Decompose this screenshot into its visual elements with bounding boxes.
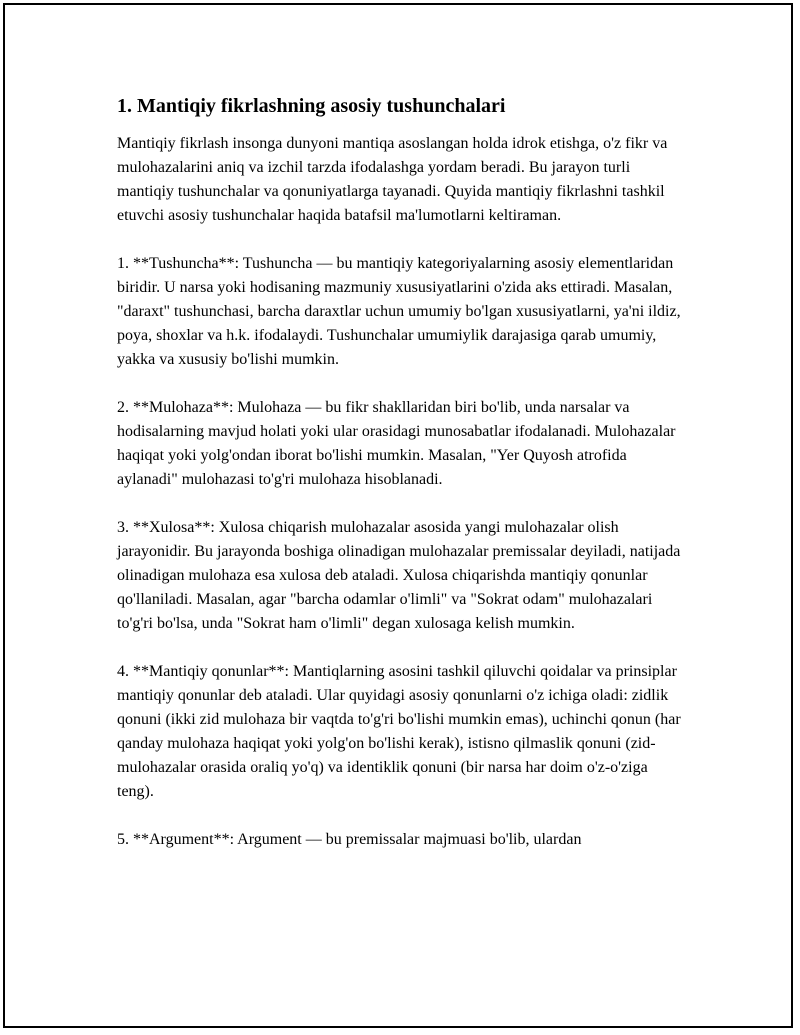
paragraph-tushuncha: 1. **Tushuncha**: Tushuncha — bu mantiqiy kategoriyalarning asosiy elementlaridan biridir. U narsa yoki hodisaning mazmuniy xususiyatlarini o'zida aks ettiradi. Masalan, "daraxt" tushunchasi, barcha daraxtlar uchun umumiy bo'lgan xususiyatlarni, ya'ni ildiz, poya, shoxlar va h.k. ifodalaydi. Tushunchalar umumiylik darajasiga qarab umumiy, yakka va xususiy bo'lishi mumkin. bbox=[117, 255, 681, 368]
paragraph-mulohaza: 2. **Mulohaza**: Mulohaza — bu fikr shakllaridan biri bo'lib, unda narsalar va hodisalarning mavjud holati yoki ular orasidagi munosabatlar ifodalanadi. Mulohazalar haqiqat yoki yolg'ondan iborat bo'lishi mumkin. Masalan, "Yer Quyosh atrofida aylanadi" mulohazasi to'g'ri mulohaza hisoblanadi. bbox=[117, 399, 676, 488]
intro-paragraph: Mantiqiy fikrlash insonga dunyoni mantiqa asoslangan holda idrok etishga, o'z fikr va mulohazalarini aniq va izchil tarzda ifodalashga yordam beradi. Bu jarayon turli mantiqiy tushunchalar va qonuniyatlarga tayanadi. Quyida mantiqiy fikrlashni tashkil etuvchi asosiy tushunchalar haqida batafsil ma'lumotlarni keltiraman. bbox=[117, 135, 668, 224]
document-body bbox=[117, 92, 687, 876]
section-heading: 1. Mantiqiy fikrlashning asosiy tushunchalari bbox=[117, 95, 506, 117]
paragraph-argument: 5. **Argument**: Argument — bu premissalar majmuasi bo'lib, ulardan bbox=[117, 831, 582, 848]
paragraph-mantiqiy-qonunlar: 4. **Mantiqiy qonunlar**: Mantiqlarning asosini tashkil qiluvchi qoidalar va prinsiplar mantiqiy qonunlar deb ataladi. Ular quyidagi asosiy qonunlarni o'z ichiga oladi: zidlik qonuni (ikki zid mulohaza bir vaqtda to'g'ri bo'lishi mumkin emas), uchinchi qonun (har qanday mulohaza haqiqat yoki yolg'on bo'lishi kerak), istisno qilmaslik qonuni (zid-mulohazalar orasida oraliq yo'q) va identiklik qonuni (bir narsa har doim o'z-o'ziga teng). bbox=[117, 663, 681, 800]
paragraph-xulosa: 3. **Xulosa**: Xulosa chiqarish mulohazalar asosida yangi mulohazalar olish jarayonidir. Bu jarayonda boshiga olinadigan mulohazalar premissalar deyiladi, natijada olinadigan mulohaza esa xulosa deb ataladi. Xulosa chiqarishda mantiqiy qonunlar qo'llaniladi. Masalan, agar "barcha odamlar o'limli" va "Sokrat odam" mulohazalari to'g'ri bo'lsa, unda "Sokrat ham o'limli" degan xulosaga kelish mumkin. bbox=[117, 519, 681, 632]
